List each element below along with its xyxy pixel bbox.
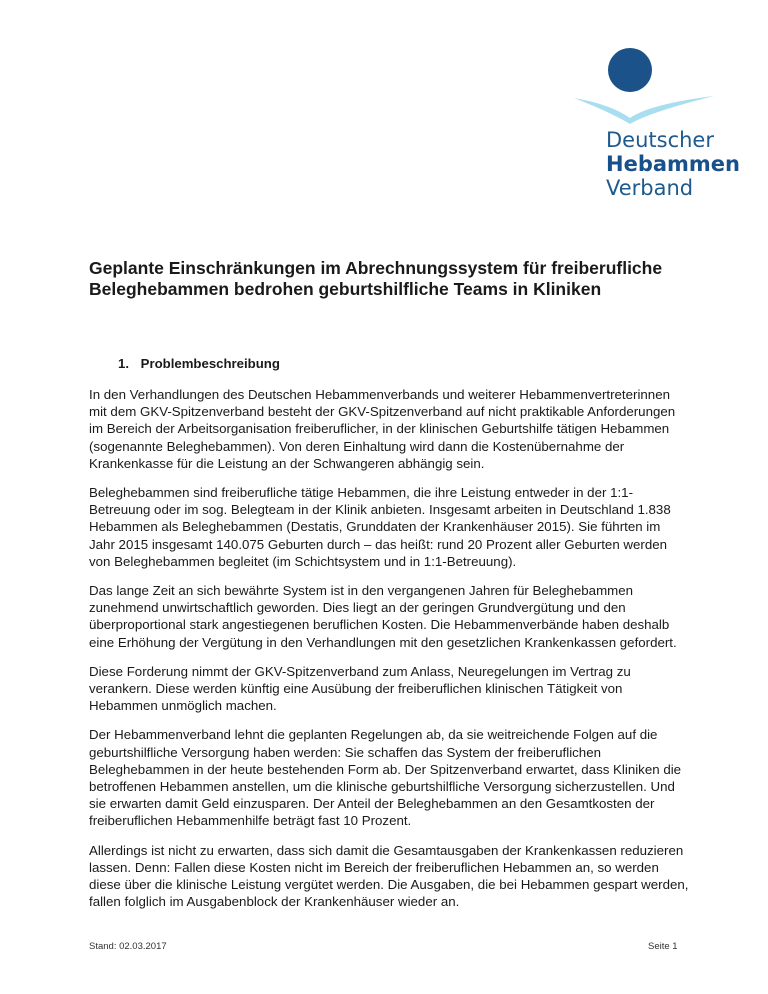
paragraph: Der Hebammenverband lehnt die geplanten Regelungen ab, da sie weitreichende Folgen auf die geburtshilfliche Versorgung haben werden: Sie schaffen das System der freiberuflichen Beleghebammen in der heute bestehenden Form ab. Der Spitzenverband erwartet, dass Kliniken die betroffenen Hebammen anstellen, um die klinische geburtshilfliche Versorgung sicherzustellen. Und sie erwarten damit Geld einzusparen. Der Anteil der Beleghebammen an den Gesamtkosten der freiberuflichen Hebammenhilfe beträgt fast 10 Prozent.: [89, 727, 682, 829]
section-number: 1.: [118, 356, 129, 371]
footer-date: Stand: 02.03.2017: [89, 941, 167, 952]
logo-swoosh: [574, 96, 714, 124]
paragraph: Beleghebammen sind freiberufliche tätige Hebammen, die ihre Leistung entweder in der 1:1-Betreuung oder im sog. Belegteam in der Klinik anbieten. Insgesamt arbeiten in Deutschland 1.838 Hebammen als Beleghebammen (Destatis, Grunddaten der Krankenhäuser 2015). Sie führten im Jahr 2015 insgesamt 140.075 Geburten durch – das heißt: rund 20 Prozent aller Geburten werden von Beleghebammen begleitet (im Schichtsystem und in 1:1-Betreuung).: [89, 485, 671, 569]
document-title: Geplante Einschränkungen im Abrechnungssystem für freiberufliche Beleghebammen bedrohen geburtshilfliche Teams in Kliniken: [89, 258, 663, 299]
logo-line-2: Hebammen: [606, 152, 740, 176]
section-title: Problembeschreibung: [140, 356, 280, 371]
footer-page-number: Seite 1: [648, 941, 678, 952]
paragraph: Diese Forderung nimmt der GKV-Spitzenverband zum Anlass, Neuregelungen im Vertrag zu verankern. Diese werden künftig eine Ausübung der freiberuflichen klinischen Tätigkeit von Hebammen unmöglich machen.: [89, 663, 631, 714]
logo-emblem-icon: [570, 48, 730, 128]
logo-line-3: Verband: [606, 176, 694, 200]
logo-wordmark: [606, 128, 740, 200]
paragraph: Allerdings ist nicht zu erwarten, dass sich damit die Gesamtausgaben der Krankenkassen reduzieren lassen. Denn: Fallen diese Kosten nicht im Bereich der freiberuflichen Hebammen an, so werden diese über die klinische Leistung vergütet werden. Die Ausgaben, die bei Hebammen gespart werden, fallen folglich im Ausgabenblock der Krankenhäuser wieder an.: [89, 842, 689, 910]
paragraph: Das lange Zeit an sich bewährte System ist in den vergangenen Jahren für Beleghebammen zunehmend unwirtschaftlich geworden. Dies liegt an der geringen Grundvergütung und den überproportional stark angestiegenen beruflichen Kosten. Die Hebammenverbände haben deshalb eine Erhöhung der Vergütung in den Verhandlungen mit den gesetzlichen Krankenkassen gefordert.: [89, 583, 677, 650]
paragraph: In den Verhandlungen des Deutschen Hebammenverbands und weiterer Hebammenvertreterinnen mit dem GKV-Spitzenverband besteht der GKV-Spitzenverband auf nicht praktikable Anforderungen im Bereich der Arbeitsorganisation freiberuflicher, in der klinischen Geburtshilfe tätigen Hebammen (sogenannte Beleghebammen). Von deren Einhaltung wird dann die Kostenübernahme der Krankenkasse für die Leistung an der Schwangeren abhängig sein.: [89, 387, 676, 471]
organization-logo: [570, 48, 740, 200]
logo-circle: [608, 48, 652, 92]
section-heading: [118, 356, 280, 371]
document-body: [89, 386, 689, 922]
logo-line-1: Deutscher: [606, 128, 714, 152]
